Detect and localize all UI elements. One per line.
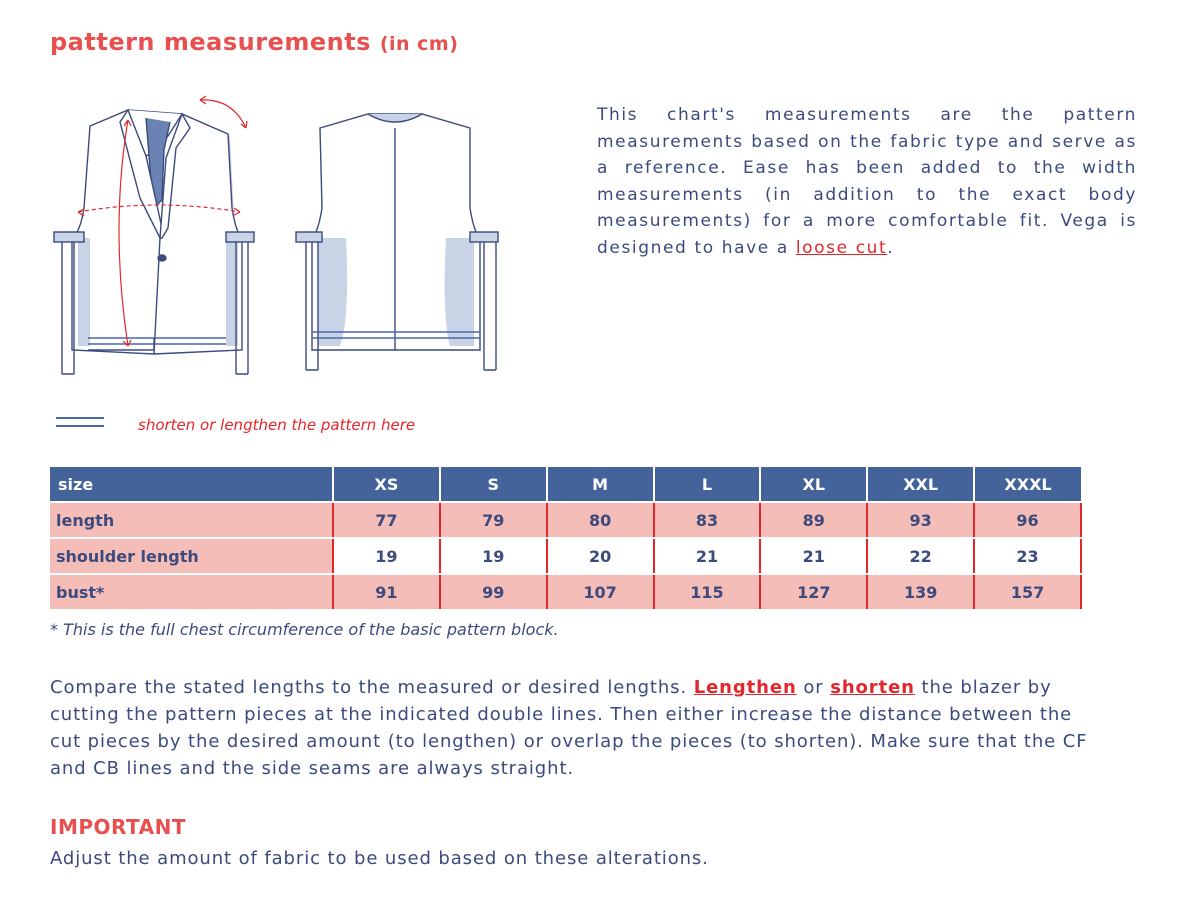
table-cell: 23: [974, 538, 1081, 574]
important-heading: IMPORTANT: [50, 815, 186, 839]
row-label: shoulder length: [50, 538, 333, 574]
table-cell: 127: [760, 574, 867, 610]
shorten-link[interactable]: shorten: [830, 677, 915, 698]
table-cell: 83: [654, 502, 761, 538]
intro-text: This chart's measurements are the pattern measurements based on the fabric type and serve as a reference. Ease has been added to the width measurements (in addition to the exact body measurements) for a more comfortable fit. Vega is designed to have a: [597, 105, 1137, 258]
table-cell: 93: [867, 502, 974, 538]
alteration-legend: [56, 414, 456, 438]
vest-technical-drawing: [50, 88, 510, 388]
loose-cut-link[interactable]: loose cut: [795, 237, 888, 258]
table-cell: 157: [974, 574, 1081, 610]
table-cell: 19: [440, 538, 547, 574]
important-text: Adjust the amount of fabric to be used based on these alterations.: [50, 848, 709, 869]
table-cell: 21: [760, 538, 867, 574]
size-header: XXL: [867, 467, 974, 502]
table-cell: 79: [440, 502, 547, 538]
bust-footnote: * This is the full chest circumference of the basic pattern block.: [50, 620, 559, 639]
table-cell: 91: [333, 574, 440, 610]
table-row-shoulder-length: [50, 538, 1081, 574]
instructions-text: Compare the stated lengths to the measured or desired lengths.: [50, 677, 694, 698]
table-row-bust: [50, 574, 1081, 610]
instructions-text: the blazer by cutting the pattern pieces at the indicated double lines. Then either increase the distance between the cut pieces by the desired amount (to lengthen) or overlap the pieces (to shorten). Make sure that the CF and CB lines and the side seams are always straight.: [50, 677, 1088, 779]
title-unit: (in cm): [379, 33, 459, 55]
intro-paragraph: [597, 102, 1137, 261]
lengthen-link[interactable]: Lengthen: [693, 677, 797, 698]
size-header-row: [50, 467, 1081, 502]
size-header: L: [654, 467, 761, 502]
table-cell: 139: [867, 574, 974, 610]
instructions-text: or: [796, 677, 831, 698]
size-header-label: size: [50, 467, 333, 502]
legend-text: shorten or lengthen the pattern here: [138, 416, 416, 434]
table-row-length: [50, 502, 1081, 538]
table-cell: 22: [867, 538, 974, 574]
table-cell: 115: [654, 574, 761, 610]
size-header: XXXL: [974, 467, 1081, 502]
table-cell: 21: [654, 538, 761, 574]
table-cell: 19: [333, 538, 440, 574]
row-label: length: [50, 502, 333, 538]
size-header: XL: [760, 467, 867, 502]
table-cell: 107: [547, 574, 654, 610]
intro-end: .: [887, 237, 895, 258]
vest-front-view: [54, 110, 254, 374]
instructions-paragraph: [50, 674, 1090, 782]
vest-back-view: [296, 114, 498, 370]
size-header: XS: [333, 467, 440, 502]
table-cell: 77: [333, 502, 440, 538]
size-header: M: [547, 467, 654, 502]
size-table: [50, 467, 1082, 611]
table-cell: 20: [547, 538, 654, 574]
page-title: [50, 28, 458, 56]
title-text: pattern measurements: [50, 28, 371, 56]
double-line-icon: [56, 417, 104, 427]
row-label: bust*: [50, 574, 333, 610]
table-cell: 80: [547, 502, 654, 538]
size-header: S: [440, 467, 547, 502]
table-cell: 99: [440, 574, 547, 610]
table-cell: 89: [760, 502, 867, 538]
table-cell: 96: [974, 502, 1081, 538]
